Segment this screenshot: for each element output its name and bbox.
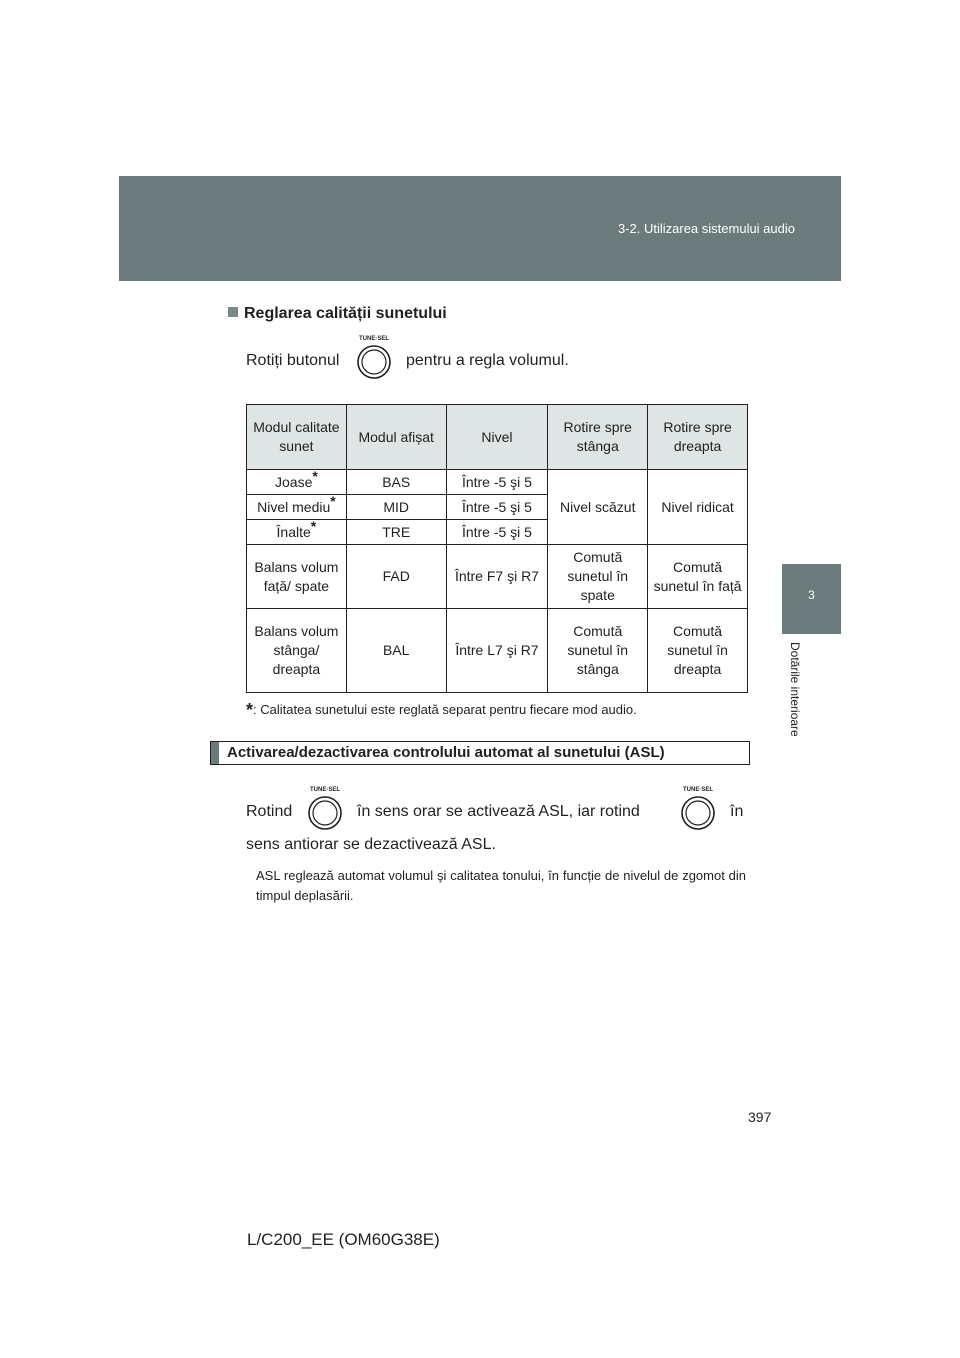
mode-cell: Nivel mediu* [247, 495, 347, 520]
chapter-number: 3 [808, 588, 815, 602]
display-cell: TRE [346, 520, 446, 545]
header-band [119, 176, 841, 281]
chapter-label-text: Dotările interioare [788, 642, 802, 737]
table-header-row [247, 405, 748, 470]
display-cell: MID [346, 495, 446, 520]
header-cell: Rotire spre dreapta [648, 405, 748, 470]
display-cell: BAL [346, 609, 446, 693]
asl-note: ASL reglează automat volumul şi calitatea tonului, în funcție de nivelul de zgomot din timpul deplasării. [256, 868, 746, 903]
square-bullet-icon [228, 307, 238, 317]
table-row [247, 470, 748, 495]
asl-heading: Activarea/dezactivarea controlului automat al sunetului (ASL) [210, 741, 750, 765]
tune-sel-knob-icon: TUNE·SEL [678, 787, 718, 833]
asl-line1-start: Rotind [246, 803, 293, 820]
display-cell: BAS [346, 470, 446, 495]
page-number: 397 [748, 1109, 772, 1125]
footnote: *: Calitatea sunetului este reglată separat pentru fiecare mod audio. [246, 700, 637, 720]
header-cell: Nivel [446, 405, 548, 470]
sound-quality-heading: Reglarea calității sunetului [228, 305, 447, 323]
tune-sel-knob-icon: TUNE·SEL [305, 787, 345, 833]
sound-settings-table [246, 404, 748, 693]
tune-sel-knob-icon [354, 336, 394, 382]
mode-cell: Balans volum față/ spate [247, 545, 347, 609]
mode-cell: Joase* [247, 470, 347, 495]
level-cell: Între F7 şi R7 [446, 545, 548, 609]
chapter-tab [782, 564, 841, 634]
asl-line2: sens antiorar se dezactivează ASL. [246, 836, 496, 853]
display-cell: FAD [346, 545, 446, 609]
level-cell: Între L7 şi R7 [446, 609, 548, 693]
header-cell: Modul calitate sunet [247, 405, 347, 470]
level-cell: Între -5 şi 5 [446, 470, 548, 495]
asl-line1-middle: în sens orar se activează ASL, iar rotind [357, 803, 640, 820]
level-cell: Între -5 şi 5 [446, 520, 548, 545]
rotate-right-cell: Nivel ridicat [648, 470, 748, 545]
rotate-left-cell: Comută sunetul în spate [548, 545, 648, 609]
document-code: L/C200_EE (OM60G38E) [247, 1230, 440, 1249]
asl-line1-end: în [730, 803, 744, 820]
chapter-label [786, 642, 806, 762]
rotate-right-cell: Comută sunetul în față [648, 545, 748, 609]
table-row [247, 609, 748, 693]
knob-label: TUNE·SEL [359, 336, 389, 342]
rotate-left-cell: Comută sunetul în stânga [548, 609, 648, 693]
heading-accent [211, 742, 219, 764]
instruction-before: Rotiți butonul [246, 352, 340, 369]
instruction-after: pentru a regla volumul. [406, 352, 569, 369]
section-title: 3-2. Utilizarea sistemului audio [617, 221, 795, 236]
header-cell: Rotire spre stânga [548, 405, 648, 470]
rotate-right-cell: Comută sunetul în dreapta [648, 609, 748, 693]
table-row [247, 545, 748, 609]
mode-cell: Balans volum stânga/ dreapta [247, 609, 347, 693]
rotate-left-cell: Nivel scăzut [548, 470, 648, 545]
mode-cell: Înalte* [247, 520, 347, 545]
level-cell: Între -5 şi 5 [446, 495, 548, 520]
header-cell: Modul afișat [346, 405, 446, 470]
